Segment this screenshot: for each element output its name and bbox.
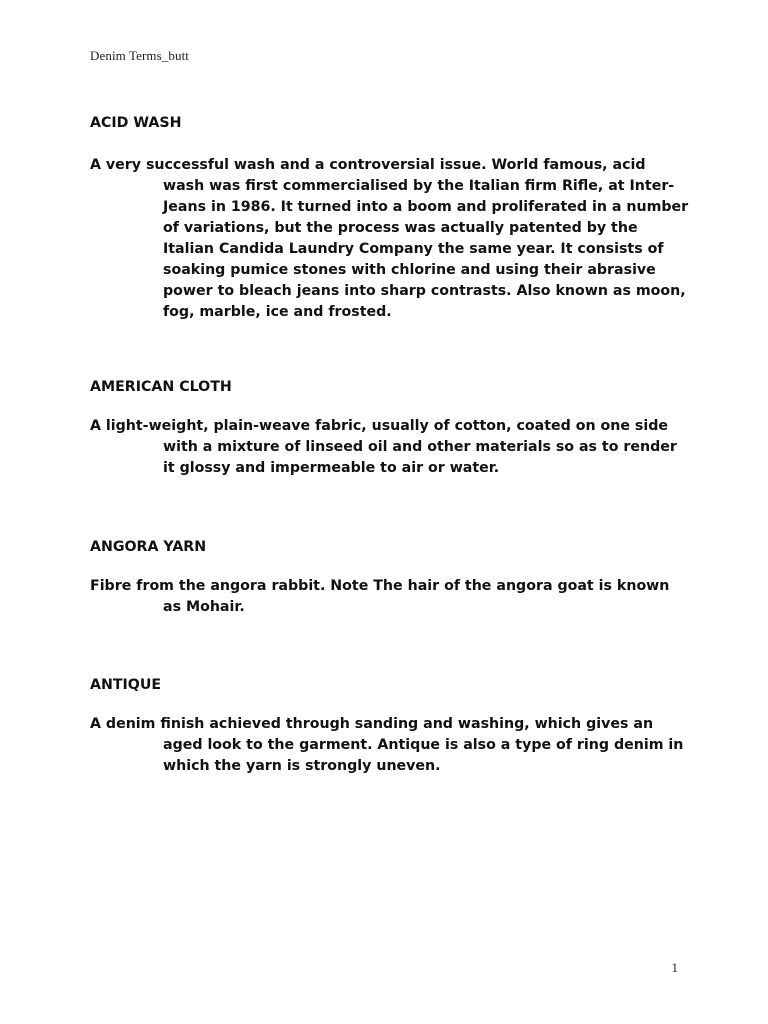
- term-heading: AMERICAN CLOTH: [90, 379, 232, 395]
- term-definition: A denim finish achieved through sanding and washing, which gives an aged look to the garment. Antique is also a type of ring denim in which the yarn is strongly uneven.: [90, 716, 684, 774]
- glossary-entry-american-cloth: [90, 377, 690, 479]
- glossary-entry-antique: [90, 675, 690, 777]
- term-heading: ANTIQUE: [90, 677, 162, 693]
- term-definition: Fibre from the angora rabbit. Note The hair of the angora goat is known as Mohair.: [90, 578, 670, 615]
- term-heading: ACID WASH: [90, 115, 182, 131]
- page-number: 1: [671, 960, 678, 975]
- glossary-entry-acid-wash: [90, 113, 690, 323]
- term-definition: A very successful wash and a controversial issue. World famous, acid wash was first commercialised by the Italian firm Rifle, at Inter-Jeans in 1986. It turned into a boom and proliferated in a number of variations, but the process was actually patented by the Italian Candida Laundry Company the same year. It consists of soaking pumice stones with chlorine and using their abrasive power to bleach jeans into sharp contrasts. Also known as moon, fog, marble, ice and frosted.: [90, 157, 689, 320]
- glossary-entry-angora-yarn: [90, 537, 690, 618]
- document-header: Denim Terms_butt: [90, 48, 190, 63]
- term-definition: A light-weight, plain-weave fabric, usually of cotton, coated on one side with a mixture of linseed oil and other materials so as to render it glossy and impermeable to air or water.: [90, 418, 677, 476]
- term-heading: ANGORA YARN: [90, 539, 207, 555]
